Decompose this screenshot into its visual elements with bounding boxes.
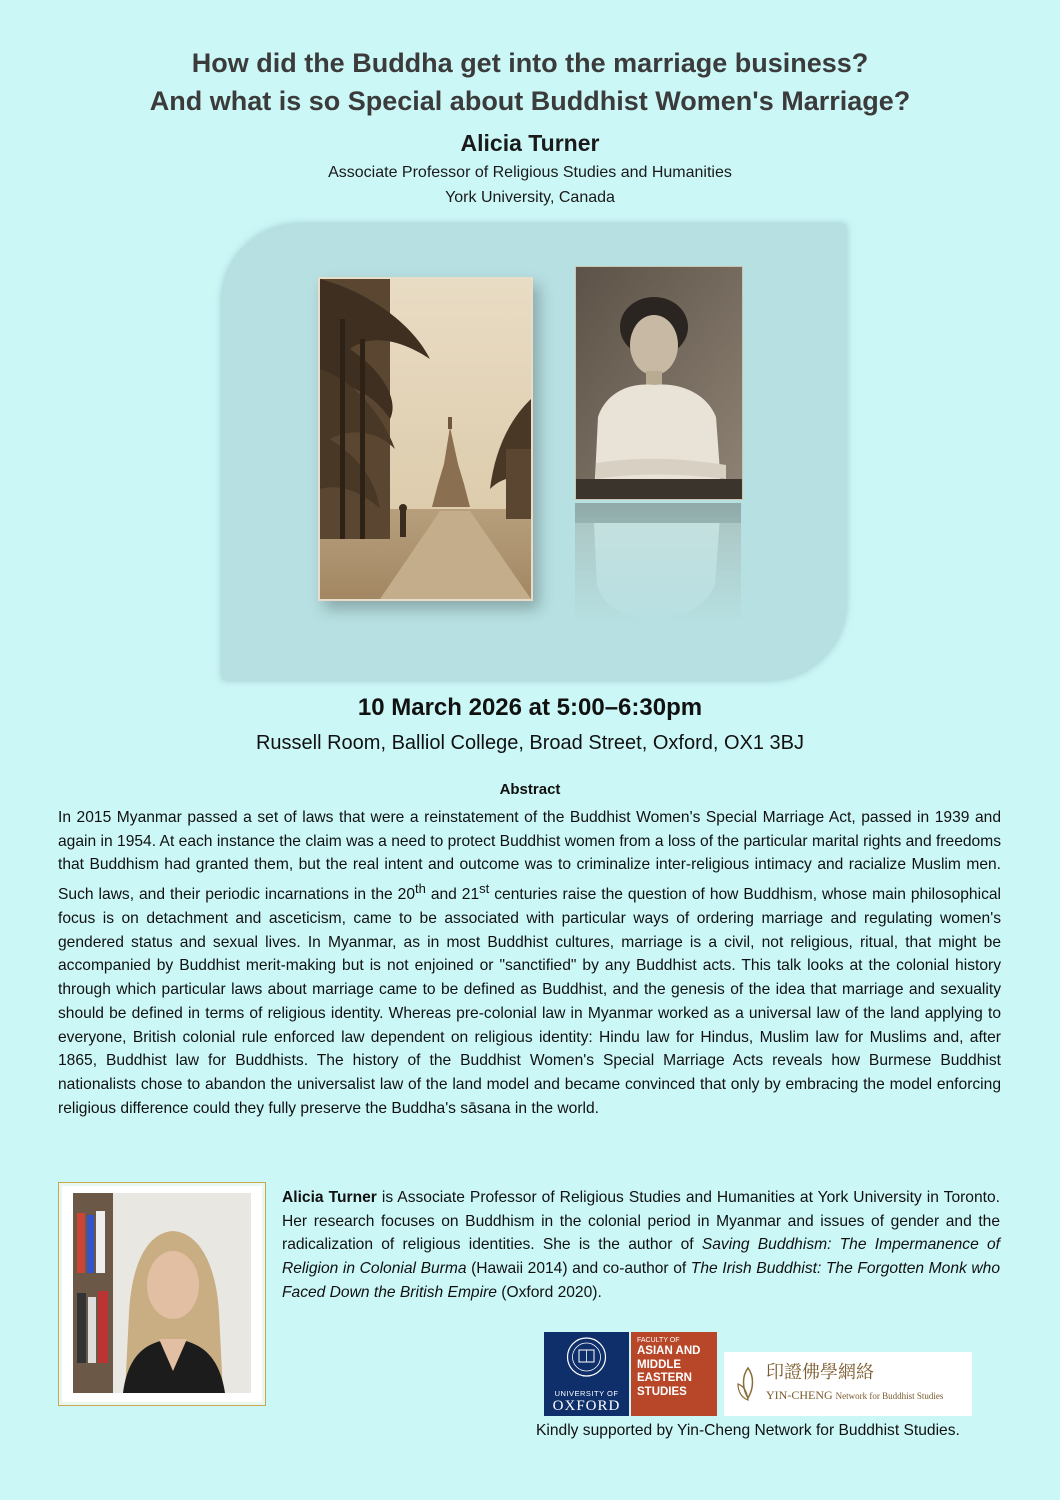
- ames-line-2: ASIAN AND: [637, 1345, 701, 1357]
- bio-name: Alicia Turner: [282, 1189, 377, 1206]
- ames-line-1: FACULTY OF: [637, 1337, 680, 1344]
- bio-book-1: Saving Buddhism: The Impermanence of Religion in Colonial Burma: [282, 1236, 1000, 1278]
- abstract-part-3: centuries raise the question of how Buddhism, whose main philosophical focus is on detachment and asceticism, came to be associated with particular ways of ordering marriage and regulating women's gendered status and sexual lives. In Myanmar, as in most Buddhist cultures, marriage is a civil, not religious, ritual, that might be accompanied by Buddhist merit-making but is not enjoined or "sanctified" by any Buddhist acts. This talk looks at the colonial history through which particular laws about marriage came to be defined as Buddhist, and the genesis of the idea that marriage and sexuality should be defined in terms of religious identity. Whereas pre-colonial law in Myanmar worked as a universal law of the land applying to everyone, British colonial rule enforced law dependent on religious identity: Hindu law for Hindus, Muslim law for Muslims and, after 1865, Buddhist law for Buddhists. The history of the Buddhist Women's Special Marriage Acts reveals how Burmese Buddhist nationalists chose to abandon the universalist law of the land model and became convinced that only by embracing the model enforcing religious difference could they fully preserve the Buddha's sāsana in the world.: [58, 886, 1001, 1117]
- portrait-reflection: [575, 503, 741, 623]
- ames-line-4: EASTERN: [637, 1372, 692, 1384]
- abstract-part-2: and 21: [425, 886, 480, 904]
- event-venue: Russell Room, Balliol College, Broad Street, Oxford, OX1 3BJ: [255, 732, 805, 754]
- abstract-part-1: In 2015 Myanmar passed a set of laws that were a reinstatement of the Buddhist Women's Special Marriage Act, passed in 1939 and again in 1954. At each instance the claim was a need to protect Buddhist women from a loss of the particular marital rights and freedoms that Buddhism had granted them, but the real intent and outcome was to criminalize inter-religious intimacy and racialize Muslim men. Such laws, and their periodic incarnations in the 20: [58, 809, 1001, 904]
- superscript-st: st: [479, 881, 490, 897]
- lotus-icon: [734, 1364, 762, 1404]
- title-line-2: And what is so Special about Buddhist Women's Marriage?: [149, 86, 911, 116]
- ames-line-3: MIDDLE: [637, 1358, 682, 1371]
- bio-book-2: The Irish Buddhist: The Forgotten Monk who Faced Down the British Empire: [282, 1260, 1000, 1301]
- speaker-headshot-frame: [58, 1182, 266, 1406]
- oxford-university-logo: [544, 1332, 629, 1416]
- yin-cheng-chinese: 印證佛學網絡: [766, 1362, 874, 1383]
- faculty-ames-logo: [631, 1332, 717, 1416]
- woman-portrait-photo: [575, 266, 743, 500]
- bio-text-1: is Associate Professor of Religious Studies and Humanities at York University in Toronto. Her research focuses on Buddhism in the colonial period in Myanmar and issues of gender and the radicalization of religious identities. She is the author of: [282, 1189, 1000, 1254]
- speaker-role: Associate Professor of Religious Studies and Humanities: [328, 164, 732, 181]
- oxford-crest-icon: [544, 1332, 629, 1382]
- pagoda-street-photo: [318, 277, 533, 601]
- bio-text-2: (Hawaii 2014) and co-author of: [466, 1260, 691, 1278]
- yin-cheng-sub: Network for Buddhist Studies: [835, 1391, 944, 1401]
- event-date-time: 10 March 2026 at 5:00–6:30pm: [357, 694, 703, 721]
- event-title: [0, 44, 1060, 120]
- abstract-text: [58, 806, 1001, 1120]
- superscript-th: th: [415, 881, 426, 897]
- yin-cheng-logo: [724, 1352, 972, 1416]
- title-line-1: How did the Buddha get into the marriage business?: [191, 48, 869, 78]
- photo-panel: [222, 224, 846, 680]
- yin-cheng-name: YIN-CHENG: [766, 1388, 833, 1402]
- bio-text-3: (Oxford 2020).: [496, 1283, 602, 1301]
- oxford-logo-line-2: OXFORD: [552, 1398, 621, 1414]
- speaker-bio: [282, 1186, 1000, 1305]
- speaker-institution: York University, Canada: [445, 189, 615, 206]
- support-credit: Kindly supported by Yin-Cheng Network for Buddhist Studies.: [536, 1422, 960, 1439]
- speaker-headshot: [73, 1193, 251, 1393]
- speaker-name: Alicia Turner: [460, 130, 600, 156]
- ames-line-5: STUDIES: [637, 1385, 687, 1398]
- oxford-logo-line-1: UNIVERSITY OF: [554, 1389, 619, 1398]
- abstract-heading: Abstract: [499, 781, 561, 798]
